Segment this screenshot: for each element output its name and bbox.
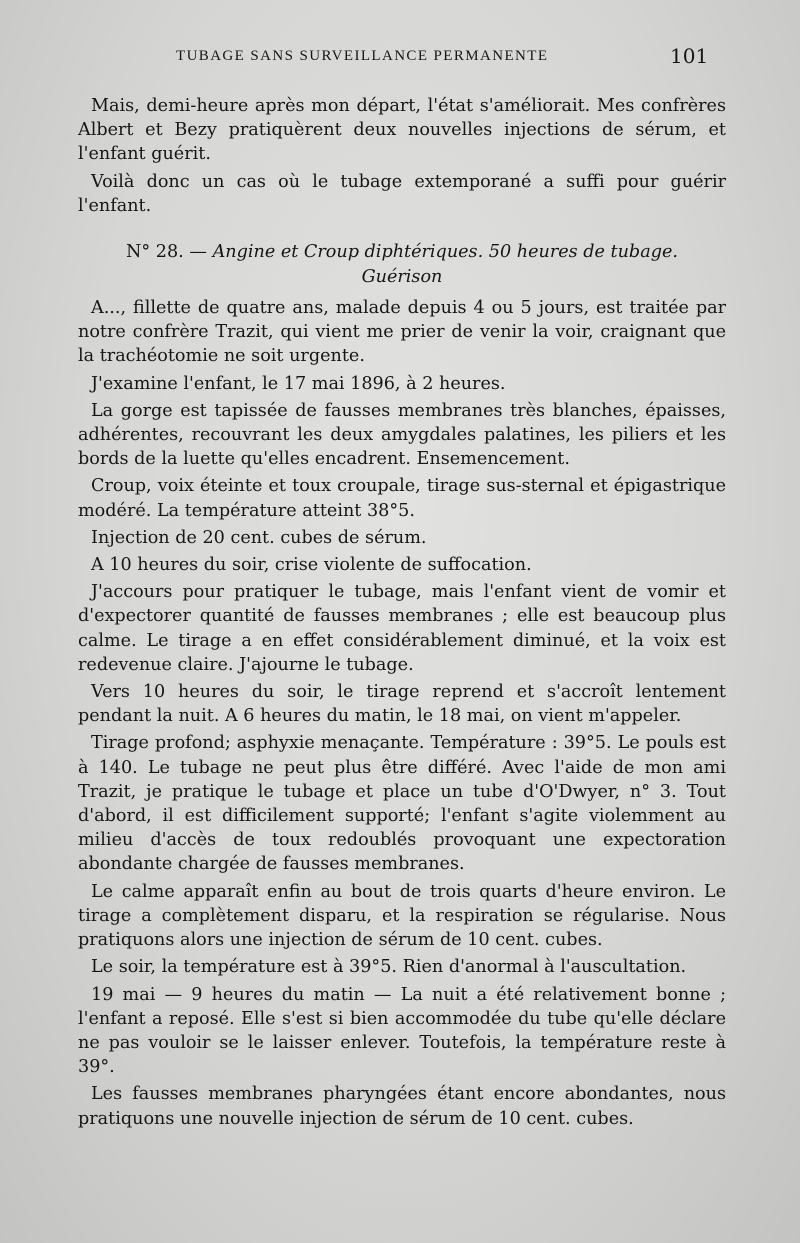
paragraph: Voilà donc un cas où le tubage extemporané a suffi pour guérir l'enfant. (78, 171, 726, 216)
paragraph: Le soir, la température est à 39°5. Rien d'anormal à l'auscultation. (91, 957, 687, 978)
body-text (78, 94, 726, 1134)
paragraph: Vers 10 heures du soir, le tirage reprend et s'accroît lentement pendant la nuit. A 6 heures du matin, le 18 mai, on vient m'appeler. (78, 682, 726, 727)
case-heading (78, 240, 726, 290)
paragraph: J'accours pour pratiquer le tubage, mais l'enfant vient de vomir et d'expectorer quantité de fausses membranes ; elle est beaucoup plus calme. Le tirage a en effet considérablement diminué, et la voix est redevenue claire. J'ajourne le tubage. (78, 582, 726, 675)
paragraph: Tirage profond; asphyxie menaçante. Température : 39°5. Le pouls est à 140. Le tubage ne peut plus être différé. Avec l'aide de mon ami Trazit, je pratique le tubage et place un tube d'O'Dwyer, n° 3. Tout d'abord, il est difficilement supporté; l'enfant s'agite violemment au milieu d'accès de toux redoublés provoquant une expectoration abondante chargée de fausses membranes. (78, 733, 726, 875)
case-title: Angine et Croup diphtériques. 50 heures de tubage. (212, 242, 678, 263)
case-subtitle: Guérison (361, 267, 443, 288)
paragraph: Croup, voix éteinte et toux croupale, tirage sus-sternal et épigastrique modéré. La température atteint 38°5. (78, 476, 726, 521)
paragraph: 19 mai — 9 heures du matin — La nuit a été relativement bonne ; l'enfant a reposé. Elle s'est si bien accommodée du tube qu'elle déclare ne pas vouloir se le laisser enlever. Toutefois, la température reste à 39°. (78, 984, 726, 1078)
paragraph: Le calme apparaît enfin au bout de trois quarts d'heure environ. Le tirage a complètement disparu, et la respiration se régularise. Nous pratiquons alors une injection de sérum de 10 cent. cubes. (78, 881, 726, 951)
paragraph: A..., fillette de quatre ans, malade depuis 4 ou 5 jours, est traitée par notre confrère Trazit, qui vient me prier de venir la voir, craignant que la trachéotomie ne soit urgente. (78, 298, 726, 367)
paragraph: A 10 heures du soir, crise violente de suffocation. (91, 555, 532, 576)
paragraph: Mais, demi-heure après mon départ, l'état s'améliorait. Mes confrères Albert et Bezy pratiquèrent deux nouvelles injections de sérum, et l'enfant guérit. (78, 96, 726, 165)
paragraph: La gorge est tapissée de fausses membranes très blanches, épaisses, adhérentes, recouvrant les deux amygdales palatines, les piliers et les bords de la luette qu'elles encadrent. Ensemencement. (78, 400, 726, 470)
paragraph: Injection de 20 cent. cubes de sérum. (91, 527, 427, 548)
paragraph: Les fausses membranes pharyngées étant encore abondantes, nous pratiquons une nouvelle injection de sérum de 10 cent. cubes. (78, 1084, 726, 1129)
case-number: N° 28. — (126, 242, 207, 263)
paragraph: J'examine l'enfant, le 17 mai 1896, à 2 heures. (91, 373, 506, 394)
running-title: TUBAGE SANS SURVEILLANCE PERMANENTE (176, 48, 549, 64)
page-number: 101 (670, 44, 709, 68)
